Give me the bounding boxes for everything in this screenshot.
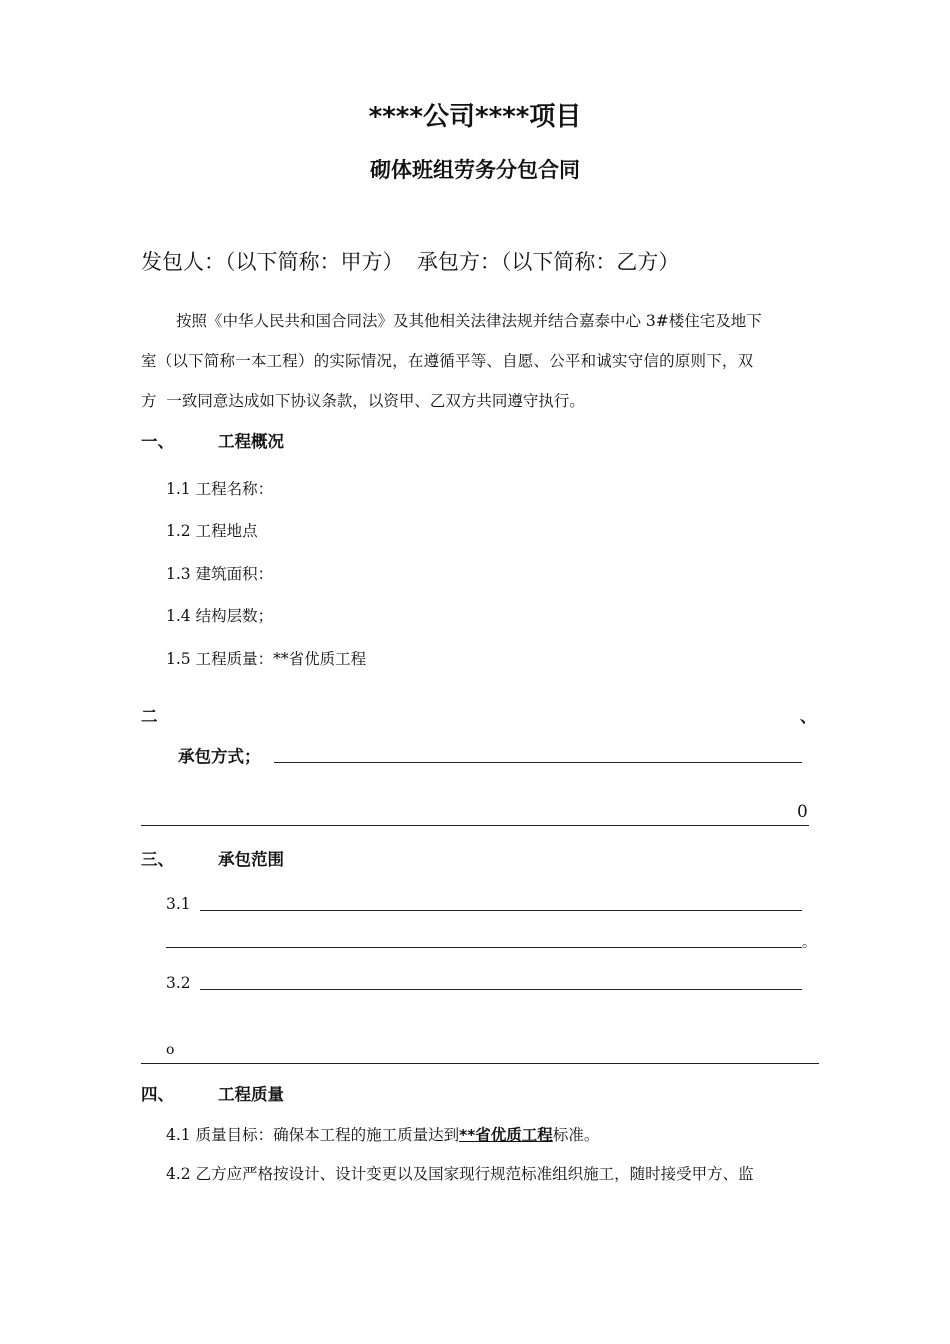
section-4-heading [141,1081,284,1105]
section-1-item: 1.2 工程地点 [166,522,258,540]
section-1-item: 1.4 结构层数； [166,607,274,625]
intro-line-2: 室（以下简称一本工程）的实际情况，在遵循平等、自愿、公平和诚实守信的原则下，双 [141,352,754,370]
fill-in-line [166,947,802,948]
fill-in-line [200,989,802,990]
fill-in-line [141,1063,819,1064]
section-4-number: 四、 [141,1085,174,1104]
section-4-item-1 [166,1123,599,1145]
section-3-tail: o [166,1042,175,1058]
section-3-item-1-end: 。 [802,935,816,951]
section-1-item: 1.1 工程名称： [166,480,274,498]
section-3-number: 三、 [141,850,174,869]
intro-line-3: 方 一致同意达成如下协议条款，以资甲、乙双方共同遵守执行。 [141,392,585,410]
section-3-title: 承包范围 [218,850,284,869]
section-1-item: 1.3 建筑面积： [166,565,274,583]
parties-line: 发包人：（以下简称：甲方） 承包方：（以下简称：乙方） [141,250,680,274]
document-subtitle: 砌体班组劳务分包合同 [370,158,580,182]
document-title: ****公司****项目 [368,102,582,132]
section-3-item-1-number: 3.1 [166,895,191,913]
fill-in-line [141,825,809,826]
section-3-heading [141,846,284,870]
section-4-item-2: 4.2 乙方应严格按设计、设计变更以及国家现行规范标准组织施工，随时接受甲方、监 [166,1165,754,1183]
quality-target-emphasis: **省优质工程 [459,1126,553,1144]
section-2-comma: 、 [800,707,817,726]
section-2-number: 二 [141,707,158,726]
section-1-title: 工程概况 [218,432,284,451]
section-1-item: 1.5 工程质量：**省优质工程 [166,650,367,668]
section-4-item-1-suffix: 标准。 [552,1126,600,1144]
section-1-heading [141,428,284,452]
section-4-title: 工程质量 [218,1085,284,1104]
intro-line-1: 按照《中华人民共和国合同法》及其他相关法律法规并结合嘉泰中心 3#楼住宅及地下 [176,312,762,330]
section-4-item-1-prefix: 4.1 质量目标：确保本工程的施工质量达到 [166,1126,460,1144]
section-2-label: 承包方式； [178,747,261,766]
section-1-number: 一、 [141,432,174,451]
fill-in-line [200,910,802,911]
fill-in-line [274,762,802,763]
section-2-tail: 0 [797,802,808,822]
section-3-item-2-number: 3.2 [166,974,191,992]
